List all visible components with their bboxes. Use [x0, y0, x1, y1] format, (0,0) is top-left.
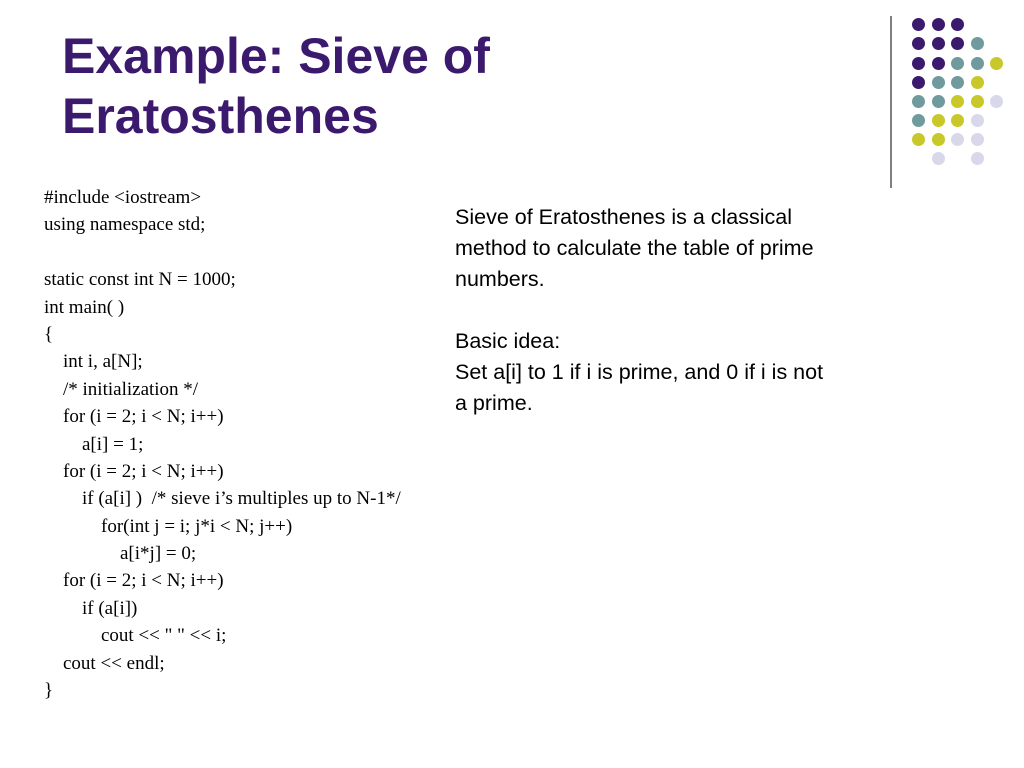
decorative-dot [912, 37, 925, 50]
decorative-dot [990, 57, 1003, 70]
description-line: Basic idea: [455, 329, 561, 353]
decorative-dot [951, 133, 964, 146]
decorative-dot [932, 114, 945, 127]
description-line: Sieve of Eratosthenes is a classical [455, 205, 792, 229]
code-line: cout << " " << i; [44, 625, 227, 647]
code-line: for (i = 2; i < N; i++) [44, 406, 224, 428]
code-line: for (i = 2; i < N; i++) [44, 570, 224, 592]
vertical-divider [890, 16, 892, 188]
decorative-dot [990, 95, 1003, 108]
decorative-dot [951, 57, 964, 70]
code-line: if (a[i] ) /* sieve i’s multiples up to N-1*/ [44, 488, 401, 510]
description-line: method to calculate the table of prime [455, 236, 814, 260]
code-line: cout << endl; [44, 652, 165, 674]
decorative-dot [912, 133, 925, 146]
decorative-dot [951, 95, 964, 108]
decorative-dot [951, 114, 964, 127]
code-line: for(int j = i; j*i < N; j++) [44, 515, 293, 537]
decorative-dot [971, 37, 984, 50]
decorative-dot [971, 152, 984, 165]
description-line [455, 295, 905, 326]
code-line: a[i] = 1; [44, 433, 144, 455]
decorative-dot [912, 114, 925, 127]
code-line [44, 239, 514, 266]
code-line: static const int N = 1000; [44, 269, 236, 291]
code-line: a[i*j] = 0; [44, 543, 197, 565]
code-line: int main( ) [44, 296, 125, 318]
decorative-dot [971, 114, 984, 127]
code-line: /* initialization */ [44, 378, 199, 400]
decorative-dot [971, 57, 984, 70]
decorative-dot [951, 18, 964, 31]
decorative-dot [971, 95, 984, 108]
code-block [44, 184, 514, 704]
decorative-dot [912, 76, 925, 89]
decorative-dot [932, 18, 945, 31]
decorative-dot [971, 133, 984, 146]
code-line: } [44, 680, 54, 702]
decorative-dot [932, 133, 945, 146]
title-line-1: Example: Sieve of [62, 28, 490, 84]
decorative-dot [951, 37, 964, 50]
decorative-dot [932, 76, 945, 89]
decorative-dot [912, 18, 925, 31]
description-line: numbers. [455, 267, 545, 291]
code-line: using namespace std; [44, 214, 206, 236]
decorative-dot [932, 37, 945, 50]
code-line: for (i = 2; i < N; i++) [44, 460, 224, 482]
decorative-dot [951, 76, 964, 89]
decorative-dot [932, 95, 945, 108]
description-line: a prime. [455, 391, 533, 415]
code-line: #include <iostream> [44, 187, 202, 208]
description-text [455, 202, 905, 419]
code-line: int i, a[N]; [44, 351, 143, 373]
title-line-2: Eratosthenes [62, 88, 379, 144]
slide-title [62, 26, 762, 146]
decorative-dot [932, 152, 945, 165]
code-line: { [44, 323, 54, 345]
decorative-dot [971, 76, 984, 89]
decorative-dot [932, 57, 945, 70]
decorative-dot [912, 57, 925, 70]
code-line: if (a[i]) [44, 597, 138, 619]
decorative-dot [912, 95, 925, 108]
description-line: Set a[i] to 1 if i is prime, and 0 if i is not [455, 360, 824, 384]
